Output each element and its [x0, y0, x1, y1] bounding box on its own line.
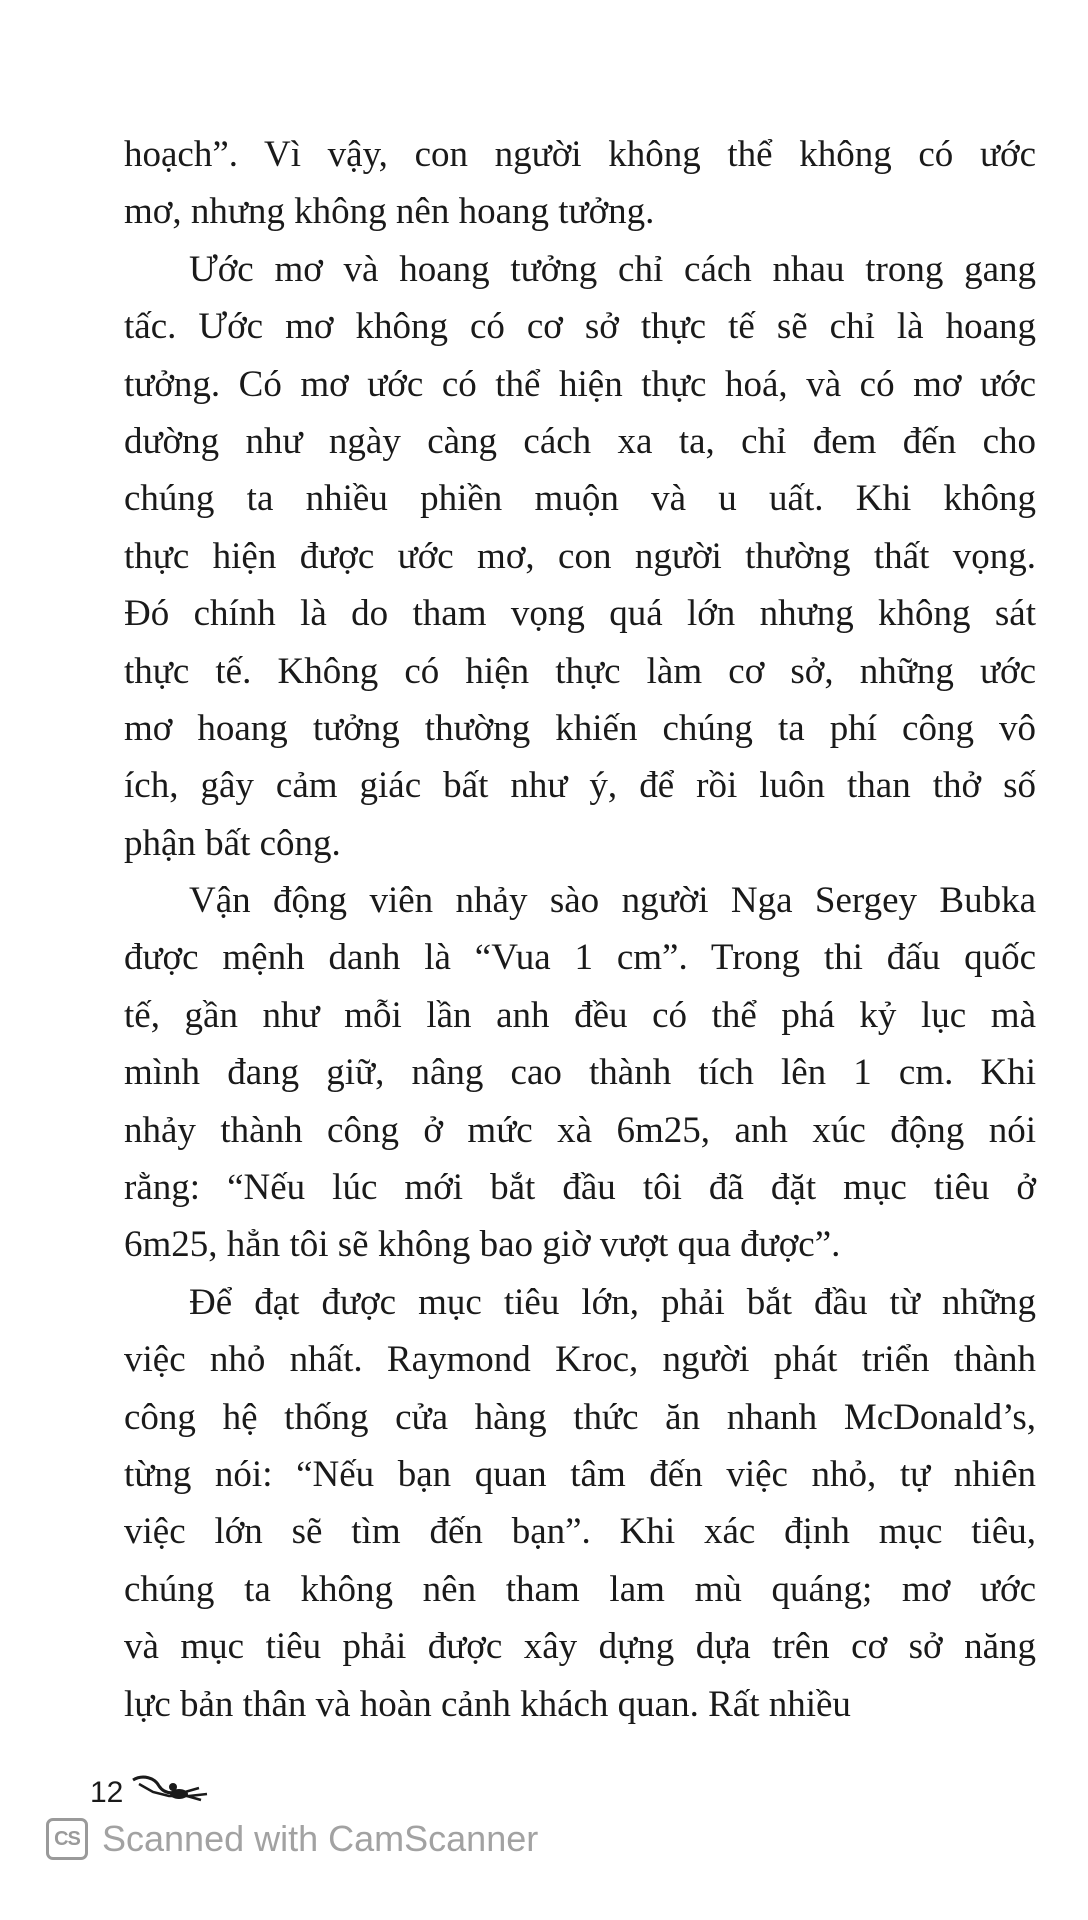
text-line: tưởng. Có mơ ước có thể hiện thực hoá, và có mơ ước	[124, 363, 1036, 405]
text-line: tế, gần như mỗi lần anh đều có thể phá kỷ lục mà	[124, 994, 1036, 1036]
text-line: và mục tiêu phải được xây dựng dựa trên cơ sở năng	[124, 1626, 1036, 1668]
pole-vaulter-icon	[129, 1770, 219, 1809]
text-line: Vận động viên nhảy sào người Nga Sergey Bubka	[189, 880, 1036, 922]
text-line: Để đạt được mục tiêu lớn, phải bắt đầu từ những	[189, 1281, 1036, 1323]
text-line: công hệ thống cửa hàng thức ăn nhanh McDonald’s,	[124, 1396, 1036, 1438]
text-line: từng nói: “Nếu bạn quan tâm đến việc nhỏ, tự nhiên	[124, 1453, 1036, 1495]
camscanner-logo-icon: CS	[46, 1818, 88, 1860]
page-number: 12	[90, 1776, 124, 1809]
watermark-text: Scanned with CamScanner	[102, 1818, 539, 1859]
text-line: chúng ta nhiều phiền muộn và u uất. Khi không	[124, 478, 1036, 520]
page-footer	[90, 1770, 219, 1809]
text-line: việc nhỏ nhất. Raymond Kroc, người phát triển thành	[124, 1339, 1036, 1381]
text-line: ích, gây cảm giác bất như ý, để rồi luôn than thở số	[124, 765, 1036, 807]
body-text	[124, 126, 1036, 1733]
text-line: mình đang giữ, nâng cao thành tích lên 1 cm. Khi	[124, 1052, 1036, 1094]
text-line: phận bất công.	[124, 822, 341, 864]
text-line: nhảy thành công ở mức xà 6m25, anh xúc động nói	[124, 1109, 1036, 1151]
text-line: Ước mơ và hoang tưởng chỉ cách nhau trong gang	[189, 248, 1036, 290]
text-line: thực tế. Không có hiện thực làm cơ sở, những ước	[124, 650, 1036, 692]
text-line: được mệnh danh là “Vua 1 cm”. Trong thi đấu quốc	[124, 937, 1036, 979]
text-line: hoạch”. Vì vậy, con người không thể không có ước	[124, 134, 1036, 175]
text-line: mơ hoang tưởng thường khiến chúng ta phí công vô	[124, 707, 1036, 749]
text-line: chúng ta không nên tham lam mù quáng; mơ ước	[124, 1568, 1036, 1610]
text-line: mơ, nhưng không nên hoang tưởng.	[124, 191, 655, 233]
text-line: rằng: “Nếu lúc mới bắt đầu tôi đã đặt mục tiêu ở	[124, 1167, 1036, 1209]
text-line: thực hiện được ước mơ, con người thường thất vọng.	[124, 535, 1036, 577]
text-line: tấc. Ước mơ không có cơ sở thực tế sẽ chỉ là hoang	[124, 306, 1036, 348]
text-line: 6m25, hẳn tôi sẽ không bao giờ vượt qua được”.	[124, 1224, 841, 1266]
text-line: dường như ngày càng cách xa ta, chỉ đem đến cho	[124, 420, 1036, 462]
text-line: việc lớn sẽ tìm đến bạn”. Khi xác định mục tiêu,	[124, 1511, 1036, 1553]
text-line: Đó chính là do tham vọng quá lớn nhưng không sát	[124, 593, 1036, 635]
camscanner-watermark	[46, 1818, 538, 1860]
text-line: lực bản thân và hoàn cảnh khách quan. Rất nhiều	[124, 1683, 851, 1725]
